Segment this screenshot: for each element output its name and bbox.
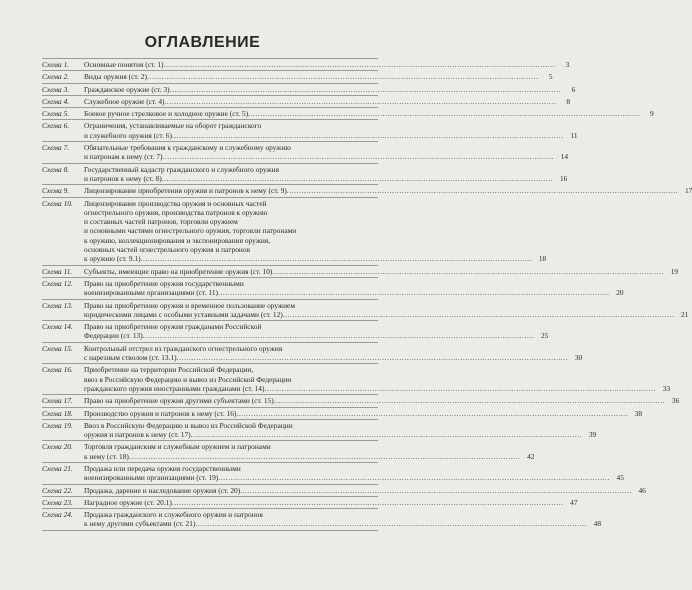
toc-entry-page-number: 3 bbox=[565, 60, 570, 69]
toc-entry-line: военизированными организациями (ст. 19) bbox=[84, 473, 219, 483]
dot-leader bbox=[191, 430, 583, 439]
dot-leader bbox=[143, 331, 535, 340]
toc-entry-label: Схема 3. bbox=[42, 84, 70, 94]
toc-entry[interactable] bbox=[42, 484, 646, 496]
toc-entry-text bbox=[84, 186, 692, 195]
dot-leader bbox=[129, 452, 521, 461]
toc-entry-label: Схема 15. bbox=[42, 343, 73, 353]
toc-entry[interactable] bbox=[42, 462, 624, 484]
toc-entry-label: Схема 16. bbox=[42, 365, 73, 375]
toc-entry-label: Схема 10. bbox=[42, 198, 73, 208]
dot-leader bbox=[147, 72, 539, 81]
toc-entry-page-number: 9 bbox=[649, 109, 654, 119]
toc-entry-label: Схема 21. bbox=[42, 463, 73, 473]
toc-entry-line: Право на приобретение оружия другими субъектами (ст. 15) bbox=[84, 396, 274, 406]
toc-entry-page-number: 5 bbox=[548, 72, 553, 82]
toc-entry-text bbox=[84, 60, 569, 69]
toc-entry-line: ввоз в Российскую Федерацию и вывоз из Российской Федерации bbox=[84, 374, 292, 384]
toc-entry-line: Ввоз в Российскую Федерацию и вывоз из Российской Федерации bbox=[84, 420, 293, 430]
toc-entry[interactable] bbox=[42, 119, 578, 141]
toc-entry[interactable] bbox=[42, 197, 547, 265]
dot-leader bbox=[172, 498, 564, 507]
toc-entry-line: Гражданское оружие (ст. 3) bbox=[84, 84, 170, 94]
toc-entry[interactable] bbox=[42, 95, 571, 107]
toc-entry-line: к оружию (ст. 9.1) bbox=[84, 254, 141, 264]
toc-entry-line: юридическими лицами с особыми уставными задачами (ст. 12) bbox=[84, 309, 283, 319]
toc-entry-line: и патронам к нему (ст. 7) bbox=[84, 152, 163, 162]
toc-entry-text bbox=[84, 442, 534, 461]
toc-entry-text bbox=[84, 97, 570, 106]
toc-entry-text bbox=[84, 344, 582, 363]
dot-leader bbox=[274, 396, 666, 405]
toc-entry-page-number: 6 bbox=[571, 84, 576, 94]
toc-entry-page-number: 47 bbox=[570, 497, 578, 507]
toc-entry-text bbox=[84, 143, 568, 162]
toc-entry-line: Основные понятия (ст. 1) bbox=[84, 60, 164, 69]
toc-entry-label: Схема 6. bbox=[42, 121, 70, 131]
toc-entry-line: и составных частей патронов, торговли оружием bbox=[84, 217, 238, 227]
toc-entry-page-number: 45 bbox=[616, 473, 624, 483]
toc-entry-line: Обязательные требования к гражданскому и служебному оружию bbox=[84, 143, 291, 153]
toc-entry-line: оружия и патронов к нему (ст. 17) bbox=[84, 430, 191, 440]
toc-entry[interactable] bbox=[42, 440, 535, 462]
toc-entry-label: Схема 20. bbox=[42, 442, 73, 452]
dot-leader bbox=[164, 97, 556, 106]
toc-entry-line: военизированными организациями (ст. 11) bbox=[84, 288, 218, 298]
toc-entry-page-number: 46 bbox=[638, 485, 646, 495]
toc-entry[interactable] bbox=[42, 277, 624, 299]
toc-entry-page-number: 39 bbox=[588, 430, 597, 440]
toc-entry-text bbox=[84, 165, 567, 184]
dot-leader bbox=[236, 409, 628, 418]
toc-entry-label: Схема 14. bbox=[42, 322, 73, 332]
toc-entry-line: Боевое ручное стрелковое и холодное оружие (ст. 5) bbox=[84, 109, 249, 119]
toc-entry-page-number: 38 bbox=[634, 408, 643, 418]
table-of-contents bbox=[42, 58, 692, 531]
toc-entry-line: Продажа, дарение и наследование оружия (ст. 20) bbox=[84, 485, 241, 495]
toc-entry-line: Виды оружия (ст. 2) bbox=[84, 72, 147, 82]
toc-entry-label: Схема 4. bbox=[42, 96, 70, 106]
toc-entry-line: огнестрельного оружия, производства патронов к оружию bbox=[84, 207, 268, 217]
toc-entry-page-number: 48 bbox=[593, 519, 602, 529]
toc-entry-line: к нему (ст. 18) bbox=[84, 451, 129, 461]
toc-entry[interactable] bbox=[42, 419, 597, 441]
toc-entry[interactable] bbox=[42, 407, 643, 419]
toc-entry-text bbox=[84, 510, 601, 529]
toc-entry[interactable] bbox=[42, 508, 602, 531]
toc-entry-label: Схема 24. bbox=[42, 510, 73, 520]
toc-entry-label: Схема 18. bbox=[42, 408, 73, 418]
dot-leader bbox=[195, 519, 587, 528]
toc-entry-text bbox=[84, 365, 670, 393]
dot-leader bbox=[218, 473, 610, 482]
toc-entry-line: и служебного оружия (ст. 6) bbox=[84, 130, 172, 140]
toc-entry-page-number: 17 bbox=[684, 186, 692, 196]
dot-leader bbox=[287, 186, 679, 195]
toc-entry[interactable] bbox=[42, 394, 680, 406]
toc-entry-line: основных частей огнестрельного оружия и патронов bbox=[84, 245, 251, 255]
toc-entry-line: Служебное оружие (ст. 4) bbox=[84, 96, 165, 106]
toc-entry-line: Приобретение на территории Российской Федерации, bbox=[84, 365, 254, 375]
toc-entry-line: к нему другими субъектами (ст. 21) bbox=[84, 519, 196, 529]
dot-leader bbox=[170, 85, 562, 94]
toc-entry-page-number: 11 bbox=[570, 130, 578, 140]
toc-entry[interactable] bbox=[42, 320, 549, 342]
dot-leader bbox=[272, 267, 664, 276]
dot-leader bbox=[164, 60, 556, 69]
toc-entry-page-number: 16 bbox=[559, 173, 568, 183]
dot-leader bbox=[264, 384, 656, 393]
toc-entry-text bbox=[84, 486, 646, 495]
toc-entry-text bbox=[84, 409, 642, 418]
toc-entry-line: Торговля гражданским и служебным оружием и патронами bbox=[84, 442, 271, 452]
toc-entry-line: Право на приобретение оружия и временное пользование оружием bbox=[84, 300, 296, 310]
toc-entry[interactable] bbox=[42, 265, 678, 277]
toc-entry-page-number: 18 bbox=[538, 254, 547, 264]
toc-entry-line: Государственный кадастр гражданского и служебного оружия bbox=[84, 164, 280, 174]
toc-entry-page-number: 30 bbox=[574, 353, 583, 363]
dot-leader bbox=[240, 486, 632, 495]
toc-entry-page-number: 36 bbox=[671, 396, 680, 406]
toc-entry[interactable] bbox=[42, 141, 569, 163]
toc-entry[interactable] bbox=[42, 107, 654, 119]
toc-entry[interactable] bbox=[42, 363, 671, 394]
toc-entry-line: Лицензирование приобретения оружия и патронов к нему (ст. 9) bbox=[84, 186, 287, 196]
toc-entry[interactable] bbox=[42, 163, 568, 185]
toc-entry-line: Продажа гражданского и служебного оружия и патронов bbox=[84, 510, 263, 520]
toc-entry-text bbox=[84, 267, 678, 276]
toc-entry-line: Ограничения, устанавливаемые на оборот гражданского bbox=[84, 121, 262, 131]
toc-entry-text bbox=[84, 121, 578, 140]
dot-leader bbox=[172, 131, 564, 140]
dot-leader bbox=[162, 174, 554, 183]
toc-entry-line: Федерации (ст. 13) bbox=[84, 331, 143, 341]
toc-entry-line: Субъекты, имеющие право на приобретение оружия (ст. 10) bbox=[84, 266, 273, 276]
toc-entry-page-number: 20 bbox=[616, 288, 624, 298]
toc-entry[interactable] bbox=[42, 70, 553, 82]
toc-entry[interactable] bbox=[42, 58, 570, 70]
toc-entry-label: Схема 9. bbox=[42, 186, 70, 196]
toc-entry-label: Схема 17. bbox=[42, 396, 73, 406]
page-title: ОГЛАВЛЕНИЕ bbox=[144, 34, 261, 51]
toc-entry-text bbox=[84, 85, 575, 94]
toc-entry-label: Схема 12. bbox=[42, 278, 73, 288]
toc-entry-text bbox=[84, 109, 654, 118]
toc-entry-line: Производство оружия и патронов к нему (ст. 16) bbox=[84, 408, 237, 418]
toc-entry-line: Контрольный отстрел из гражданского огнестрельного оружия bbox=[84, 343, 283, 353]
dot-leader bbox=[141, 254, 533, 263]
toc-entry-line: Лицензирование производства оружия и основных частей bbox=[84, 198, 267, 208]
toc-entry[interactable] bbox=[42, 496, 578, 508]
toc-entry[interactable] bbox=[42, 299, 689, 321]
toc-entry-line: к оружию, коллекционирования и экспонирования оружия, bbox=[84, 235, 271, 245]
dot-leader bbox=[162, 152, 554, 161]
toc-entry-line: и патронов к нему (ст. 8) bbox=[84, 173, 162, 183]
toc-entry-text bbox=[84, 464, 624, 483]
toc-entry-label: Схема 5. bbox=[42, 109, 70, 119]
toc-entry-text bbox=[84, 396, 679, 405]
dot-leader bbox=[283, 310, 675, 319]
toc-entry-page-number: 8 bbox=[566, 96, 571, 106]
toc-entry[interactable] bbox=[42, 83, 576, 95]
toc-entry[interactable] bbox=[42, 342, 583, 364]
toc-entry-label: Схема 22. bbox=[42, 485, 73, 495]
toc-entry-line: гражданского оружия иностранными гражданами (ст. 14) bbox=[84, 383, 265, 393]
toc-entry-line: и основными частями огнестрельного оружия, торговли патронами bbox=[84, 226, 297, 236]
toc-entry-text bbox=[84, 199, 546, 264]
toc-entry[interactable] bbox=[42, 184, 692, 196]
toc-entry-line: Наградное оружие (ст. 20.1) bbox=[84, 497, 172, 507]
toc-entry-text bbox=[84, 301, 688, 320]
toc-entry-page-number: 25 bbox=[540, 331, 549, 341]
toc-entry-text bbox=[84, 498, 577, 507]
toc-entry-label: Схема 8. bbox=[42, 164, 70, 174]
toc-entry-line: Продажа или передача оружия государственными bbox=[84, 463, 241, 473]
toc-entry-label: Схема 23. bbox=[42, 497, 73, 507]
toc-entry-label: Схема 1. bbox=[42, 60, 70, 69]
toc-entry-label: Схема 19. bbox=[42, 420, 73, 430]
toc-entry-text bbox=[84, 421, 596, 440]
toc-entry-label: Схема 13. bbox=[42, 300, 73, 310]
toc-entry-text bbox=[84, 72, 553, 81]
toc-entry-label: Схема 11. bbox=[42, 266, 73, 276]
dot-leader bbox=[248, 109, 640, 118]
toc-entry-label: Схема 2. bbox=[42, 72, 70, 82]
dot-leader bbox=[177, 353, 569, 362]
toc-entry-line: с нарезным стволом (ст. 13.1) bbox=[84, 353, 177, 363]
toc-entry-page-number: 42 bbox=[527, 451, 535, 461]
toc-entry-line: Право на приобретение оружия государственными bbox=[84, 278, 244, 288]
dot-leader bbox=[218, 288, 610, 297]
toc-entry-text bbox=[84, 279, 624, 298]
toc-entry-line: Право на приобретение оружия гражданами Российской bbox=[84, 322, 262, 332]
toc-entry-page-number: 21 bbox=[681, 309, 689, 319]
toc-entry-label: Схема 7. bbox=[42, 143, 70, 153]
toc-entry-page-number: 33 bbox=[662, 383, 671, 393]
toc-entry-page-number: 14 bbox=[560, 152, 569, 162]
toc-entry-page-number: 19 bbox=[670, 266, 678, 276]
toc-entry-text bbox=[84, 322, 548, 341]
